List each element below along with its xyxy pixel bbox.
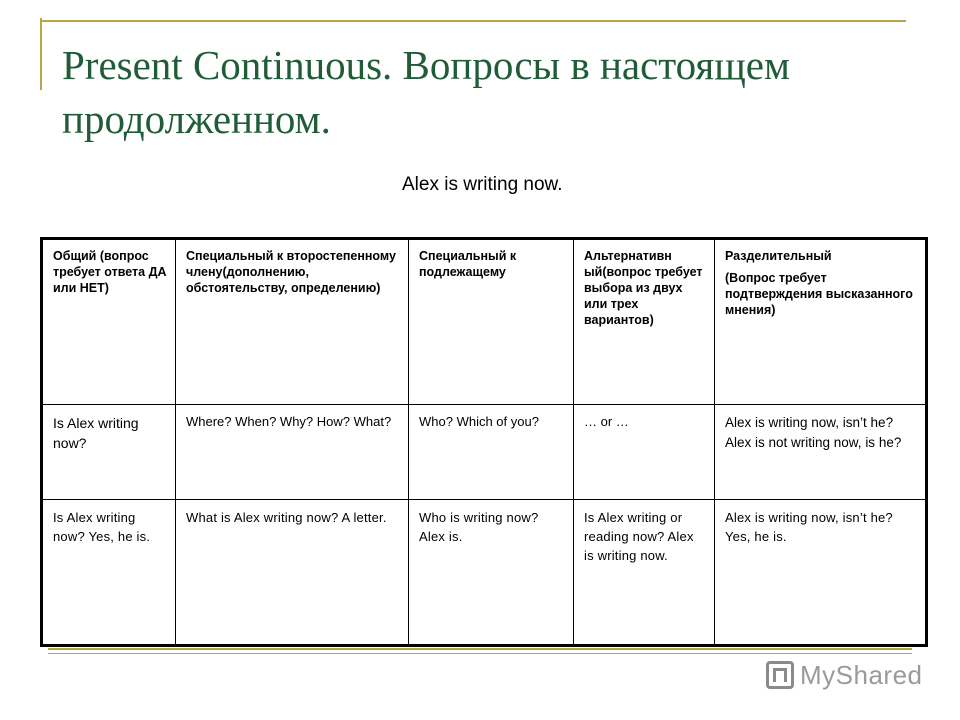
watermark-logo [766, 655, 923, 695]
slide-title: Present Continuous. Вопросы в настоящем продолженном. [62, 42, 790, 142]
table-cell: Is Alex writing now? Yes, he is. [42, 500, 176, 646]
table-cell: … or … [574, 405, 715, 500]
table-cell: Is Alex writing now? [42, 405, 176, 500]
bottom-decorative-line-thin [48, 653, 912, 654]
table-cell: Who? Which of you? [409, 405, 574, 500]
header-special-subject: Специальный к подлежащему [409, 239, 574, 405]
bottom-decorative-line [48, 648, 912, 650]
table-cell: Where? When? Why? How? What? [176, 405, 409, 500]
table-cell: Alex is writing now, isn’t he? Alex is not writing now, is he? [715, 405, 927, 500]
header-alternative: Альтернативн ый(вопрос требует выбора из двух или трех вариантов) [574, 239, 715, 405]
header-general: Общий (вопрос требует ответа ДА или НЕТ) [42, 239, 176, 405]
example-sentence: Alex is writing now. [402, 174, 563, 195]
table-row [42, 405, 927, 500]
myshared-logo-icon [766, 661, 794, 689]
table-cell: Alex is writing now, isn’t he? Yes, he is. [715, 500, 927, 646]
table-cell: Who is writing now? Alex is. [409, 500, 574, 646]
table-row [42, 500, 927, 646]
header-disjunctive-title: Разделительный [725, 249, 832, 263]
header-disjunctive [715, 239, 927, 405]
header-disjunctive-note: (Вопрос требует подтверждения высказанного мнения) [725, 271, 913, 317]
table-cell: Is Alex writing or reading now? Alex is writing now. [574, 500, 715, 646]
watermark-text: MyShared [800, 659, 923, 690]
table-cell: What is Alex writing now? A letter. [176, 500, 409, 646]
header-special-secondary: Специальный к второстепенному члену(дополнению, обстоятельству, определению) [176, 239, 409, 405]
top-decorative-line [40, 20, 906, 22]
question-types-table [40, 237, 928, 647]
table-header-row [42, 239, 927, 405]
left-decorative-line [40, 18, 42, 90]
